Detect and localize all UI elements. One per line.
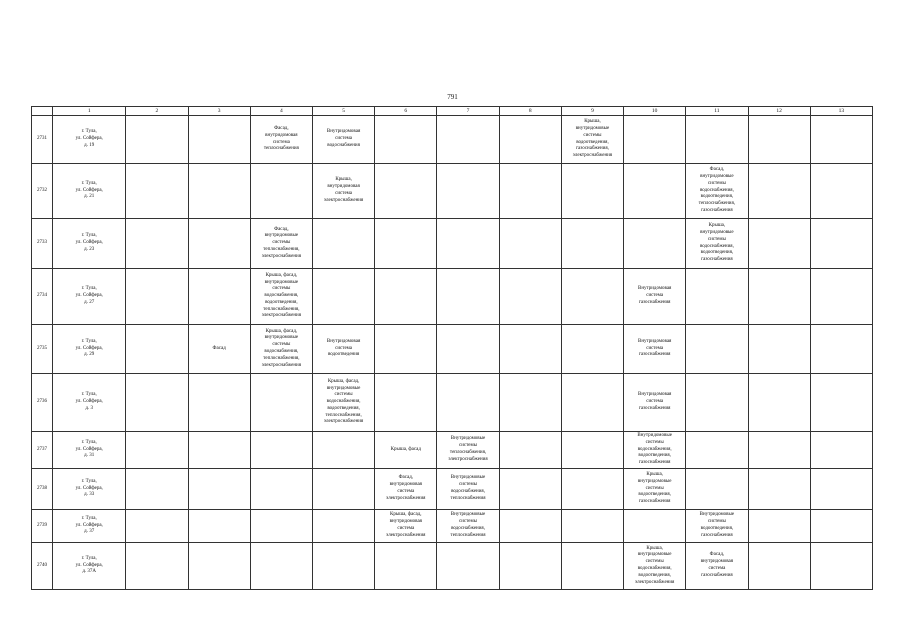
- table-cell: [188, 116, 250, 164]
- table-cell: Внутридомовая система газоснабжения: [624, 374, 686, 432]
- table-cell: [748, 543, 810, 590]
- table-cell: Фасад, внутридомовая система газоснабжения: [686, 543, 748, 590]
- table-cell: Крыша, фасад, внутридомовые системы водоснабжения, водоотведения, теплоснабжения, электроснабжения: [312, 374, 374, 432]
- header-cell-5: 5: [312, 107, 374, 116]
- row-number-cell: 2736: [32, 374, 53, 432]
- table-row: [32, 269, 873, 325]
- table-cell: Крыша, внутридомовые системы водоснабжения, водоотведения, электроснабжения: [624, 543, 686, 590]
- header-cell-6: 6: [375, 107, 437, 116]
- table-cell: Крыша, фасад, внутридомовая система электроснабжения: [375, 510, 437, 543]
- table-cell: [437, 325, 499, 374]
- table-cell: [810, 543, 872, 590]
- header-cell-10: 10: [624, 107, 686, 116]
- table-cell: [126, 510, 188, 543]
- table-cell: [561, 325, 623, 374]
- table-cell: Фасад, внутридомовая система электроснабжения: [375, 469, 437, 510]
- table-row: [32, 432, 873, 469]
- table-cell: [624, 164, 686, 219]
- table-cell: [810, 164, 872, 219]
- table-cell: [499, 116, 561, 164]
- address-cell: г. Тула, ул. Сойфера, д. 23: [53, 219, 126, 269]
- table-cell: [810, 116, 872, 164]
- table-cell: [561, 543, 623, 590]
- table-cell: [748, 116, 810, 164]
- table-cell: [499, 164, 561, 219]
- table-cell: Внутридомовая система газоснабжения: [624, 269, 686, 325]
- table-cell: [437, 116, 499, 164]
- table-cell: [499, 325, 561, 374]
- table-cell: [686, 469, 748, 510]
- table-cell: [188, 510, 250, 543]
- table-cell: [686, 432, 748, 469]
- table-cell: [375, 116, 437, 164]
- table-cell: [686, 116, 748, 164]
- address-cell: г. Тула, ул. Сойфера, д. 19: [53, 116, 126, 164]
- table-cell: Внутридомовая система водоотведения: [312, 325, 374, 374]
- table-cell: [312, 219, 374, 269]
- table-cell: [312, 543, 374, 590]
- table-cell: [250, 510, 312, 543]
- address-cell: г. Тула, ул. Сойфера, д. 3: [53, 374, 126, 432]
- table-cell: [250, 374, 312, 432]
- header-cell-11: 11: [686, 107, 748, 116]
- table-cell: [686, 325, 748, 374]
- table-cell: [126, 325, 188, 374]
- table-cell: [126, 469, 188, 510]
- address-cell: г. Тула, ул. Сойфера, д. 27: [53, 269, 126, 325]
- row-number-cell: 2735: [32, 325, 53, 374]
- table-cell: [375, 325, 437, 374]
- header-cell-2: 2: [126, 107, 188, 116]
- table-cell: [188, 374, 250, 432]
- table-cell: Крыша, внутридомовые системы водоснабжения, водоотведения, газоснабжения: [686, 219, 748, 269]
- table-cell: [810, 219, 872, 269]
- address-cell: г. Тула, ул. Сойфера, д. 31: [53, 432, 126, 469]
- address-cell: г. Тула, ул. Сойфера, д. 37: [53, 510, 126, 543]
- table-cell: [561, 469, 623, 510]
- table-cell: [499, 510, 561, 543]
- table-cell: [188, 432, 250, 469]
- table-cell: Крыша, фасад, внутридомовые системы водоснабжения, теплоснабжения, электроснабжения: [250, 325, 312, 374]
- table-cell: [250, 469, 312, 510]
- table-cell: [188, 543, 250, 590]
- table-row: [32, 116, 873, 164]
- table-cell: [312, 469, 374, 510]
- table-cell: [748, 325, 810, 374]
- header-cell-8: 8: [499, 107, 561, 116]
- table-row: [32, 325, 873, 374]
- table-cell: [499, 219, 561, 269]
- table-row: [32, 543, 873, 590]
- table-cell: [188, 469, 250, 510]
- table-cell: [748, 164, 810, 219]
- table-cell: [561, 269, 623, 325]
- table-cell: [188, 269, 250, 325]
- table-cell: [126, 543, 188, 590]
- table-cell: [624, 116, 686, 164]
- table-cell: [375, 543, 437, 590]
- table-cell: [126, 164, 188, 219]
- header-row: [32, 107, 873, 116]
- table-cell: [375, 269, 437, 325]
- table-cell: [312, 269, 374, 325]
- table-cell: [499, 432, 561, 469]
- table-cell: Крыша, внутридомовые системы водоотведения, газоснабжения, электроснабжения: [561, 116, 623, 164]
- header-cell-13: 13: [810, 107, 872, 116]
- table-cell: Внутридомовые системы водоснабжения, теплоснабжения: [437, 510, 499, 543]
- header-cell-9: 9: [561, 107, 623, 116]
- row-number-cell: 2734: [32, 269, 53, 325]
- header-cell-blank: [32, 107, 53, 116]
- table-cell: Фасад, внутридомовые системы теплоснабжения, электроснабжения: [250, 219, 312, 269]
- address-cell: г. Тула, ул. Сойфера, д. 37А: [53, 543, 126, 590]
- table-cell: Крыша, фасад: [375, 432, 437, 469]
- table-cell: [312, 510, 374, 543]
- table-cell: Фасад, внутридомовая система теплоснабжения: [250, 116, 312, 164]
- table-cell: [188, 219, 250, 269]
- page-number: 791: [447, 93, 458, 101]
- table-cell: [810, 432, 872, 469]
- table-cell: [250, 432, 312, 469]
- table-row: [32, 374, 873, 432]
- table-cell: [810, 325, 872, 374]
- table-cell: [437, 269, 499, 325]
- table-cell: Фасад: [188, 325, 250, 374]
- table-cell: [375, 164, 437, 219]
- table-cell: [561, 219, 623, 269]
- table-cell: [188, 164, 250, 219]
- table-cell: [126, 374, 188, 432]
- table-cell: [499, 374, 561, 432]
- table-cell: [375, 374, 437, 432]
- table-cell: [126, 219, 188, 269]
- table-cell: [499, 543, 561, 590]
- table-cell: [126, 432, 188, 469]
- table-row: [32, 164, 873, 219]
- header-cell-7: 7: [437, 107, 499, 116]
- header-cell-4: 4: [250, 107, 312, 116]
- table-cell: [686, 374, 748, 432]
- table-cell: Фасад, внутридомовые системы водоснабжения, водоотведения, теплоснабжения, газоснабжения: [686, 164, 748, 219]
- address-cell: г. Тула, ул. Сойфера, д. 29: [53, 325, 126, 374]
- table-cell: [437, 543, 499, 590]
- table-cell: [437, 219, 499, 269]
- table-cell: Крыша, внутридомовые системы водоотведения, газоснабжения: [624, 469, 686, 510]
- header-cell-12: 12: [748, 107, 810, 116]
- table-cell: [250, 543, 312, 590]
- row-number-cell: 2731: [32, 116, 53, 164]
- table-cell: [561, 510, 623, 543]
- table-cell: [375, 219, 437, 269]
- table-cell: [810, 469, 872, 510]
- table-cell: [126, 116, 188, 164]
- address-cell: г. Тула, ул. Сойфера, д. 21: [53, 164, 126, 219]
- table-cell: [748, 374, 810, 432]
- table-cell: [624, 219, 686, 269]
- table-cell: [312, 432, 374, 469]
- table-cell: [561, 432, 623, 469]
- table-cell: [624, 510, 686, 543]
- row-number-cell: 2732: [32, 164, 53, 219]
- row-number-cell: 2739: [32, 510, 53, 543]
- table-cell: [748, 219, 810, 269]
- table-row: [32, 469, 873, 510]
- table-cell: Внутридомовая система газоснабжения: [624, 325, 686, 374]
- table-cell: Внутридомовые системы теплоснабжения, электроснабжения: [437, 432, 499, 469]
- table-cell: [748, 469, 810, 510]
- header-cell-1: 1: [53, 107, 126, 116]
- table-cell: Внутридомовые системы водоснабжения, водоотведения, газоснабжения: [624, 432, 686, 469]
- table-cell: Крыша, внутридомовая система электроснабжения: [312, 164, 374, 219]
- table-cell: [810, 510, 872, 543]
- row-number-cell: 2737: [32, 432, 53, 469]
- row-number-cell: 2733: [32, 219, 53, 269]
- table-cell: [748, 510, 810, 543]
- table-cell: Внутридомовые системы водоотведения, газоснабжения: [686, 510, 748, 543]
- table-cell: [499, 469, 561, 510]
- address-cell: г. Тула, ул. Сойфера, д. 33: [53, 469, 126, 510]
- table-cell: [810, 269, 872, 325]
- table-cell: [686, 269, 748, 325]
- table-cell: Внутридомовые системы водоснабжения, теплоснабжения: [437, 469, 499, 510]
- table-cell: Крыша, фасад, внутридомовые системы водоснабжения, водоотведения, теплоснабжения, электроснабжения: [250, 269, 312, 325]
- table-row: [32, 510, 873, 543]
- row-number-cell: 2740: [32, 543, 53, 590]
- table-cell: [437, 374, 499, 432]
- table-cell: Внутридомовая система водоснабжения: [312, 116, 374, 164]
- table-cell: [561, 164, 623, 219]
- table-body: [32, 107, 873, 590]
- table-cell: [437, 164, 499, 219]
- table-cell: [748, 269, 810, 325]
- table-row: [32, 219, 873, 269]
- row-number-cell: 2738: [32, 469, 53, 510]
- table-cell: [561, 374, 623, 432]
- table-cell: [250, 164, 312, 219]
- table-cell: [499, 269, 561, 325]
- table-cell: [748, 432, 810, 469]
- header-cell-3: 3: [188, 107, 250, 116]
- table-cell: [126, 269, 188, 325]
- repair-schedule-table: [31, 106, 873, 590]
- table-cell: [810, 374, 872, 432]
